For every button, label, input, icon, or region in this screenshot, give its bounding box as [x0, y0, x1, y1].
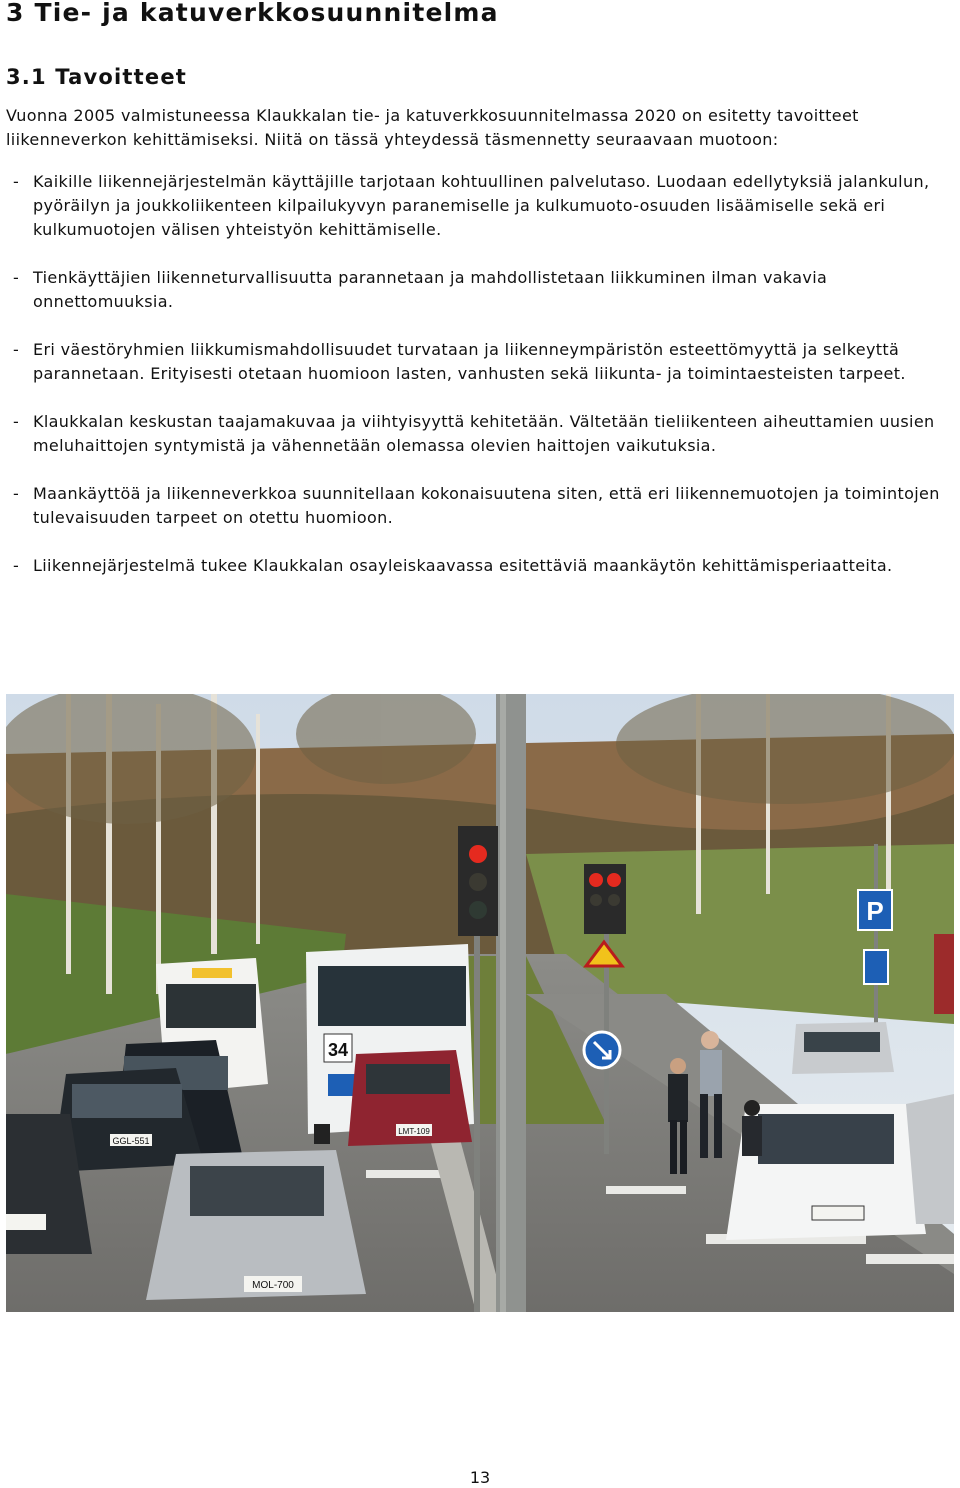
license-plate: LMT-109	[398, 1127, 430, 1136]
body-text	[6, 104, 946, 602]
car	[348, 1050, 472, 1146]
subsection-heading: 3.1 Tavoitteet	[6, 65, 188, 89]
parking-sign-letter: P	[866, 896, 884, 926]
goal-item: - Liikennejärjestelmä tukee Klaukkalan osayleiskaavassa esitettäviä maankäytön kehittämisperiaatteita.	[6, 554, 946, 578]
page-number: 13	[469, 1468, 491, 1487]
goal-item: - Tienkäyttäjien liikenneturvallisuutta parannetaan ja mahdollistetaan liikkuminen ilman vakavia onnettomuuksia.	[6, 266, 946, 314]
goal-item: - Eri väestöryhmien liikkumismahdollisuudet turvataan ja liikenneympäristön esteettömyyttä ja selkeyttä parannetaan. Erityisesti otetaan huomioon lasten, vanhusten sekä liikunta- ja toimintaesteisten tarpeet.	[6, 338, 946, 386]
bus-route-number: 34	[327, 1040, 349, 1060]
license-plate: GGL-551	[112, 1136, 150, 1146]
street-traffic-photo	[6, 694, 954, 1312]
goal-list	[6, 170, 946, 578]
goal-item: - Kaikille liikennejärjestelmän käyttäjille tarjotaan kohtuullinen palvelutaso. Luodaan edellytyksiä jalankulun, pyöräilyn ja joukkoliikenteen kilpailukyvyn paranemiselle ja kulkumuoto-osuuden lisäämiselle sekä eri kulkumuotojen välisen yhteistyön kehittämiselle.	[6, 170, 946, 242]
section-heading: 3 Tie- ja katuverkkosuunnitelma	[6, 0, 499, 27]
license-plate: MOL-700	[252, 1280, 294, 1291]
goal-item: - Klaukkalan keskustan taajamakuvaa ja viihtyisyyttä kehitetään. Vältetään tieliikenteen aiheuttamien uusien meluhaittojen syntymistä ja vähennetään olemassa olevien haittojen vaikutuksia.	[6, 410, 946, 458]
pedestrian	[742, 1100, 762, 1156]
car	[146, 1150, 366, 1300]
intro-paragraph: Vuonna 2005 valmistuneessa Klaukkalan tie- ja katuverkkosuunnitelmassa 2020 on esitetty tavoitteet liikenneverkon kehittämiseksi. Niitä on tässä yhteydessä täsmennetty seuraavaan muotoon:	[6, 106, 859, 149]
car	[792, 1022, 894, 1074]
goal-item: - Maankäyttöä ja liikenneverkkoa suunnitellaan kokonaisuutena siten, että eri liikennemuotojen ja toimintojen tulevaisuuden tarpeet on otettu huomioon.	[6, 482, 946, 530]
